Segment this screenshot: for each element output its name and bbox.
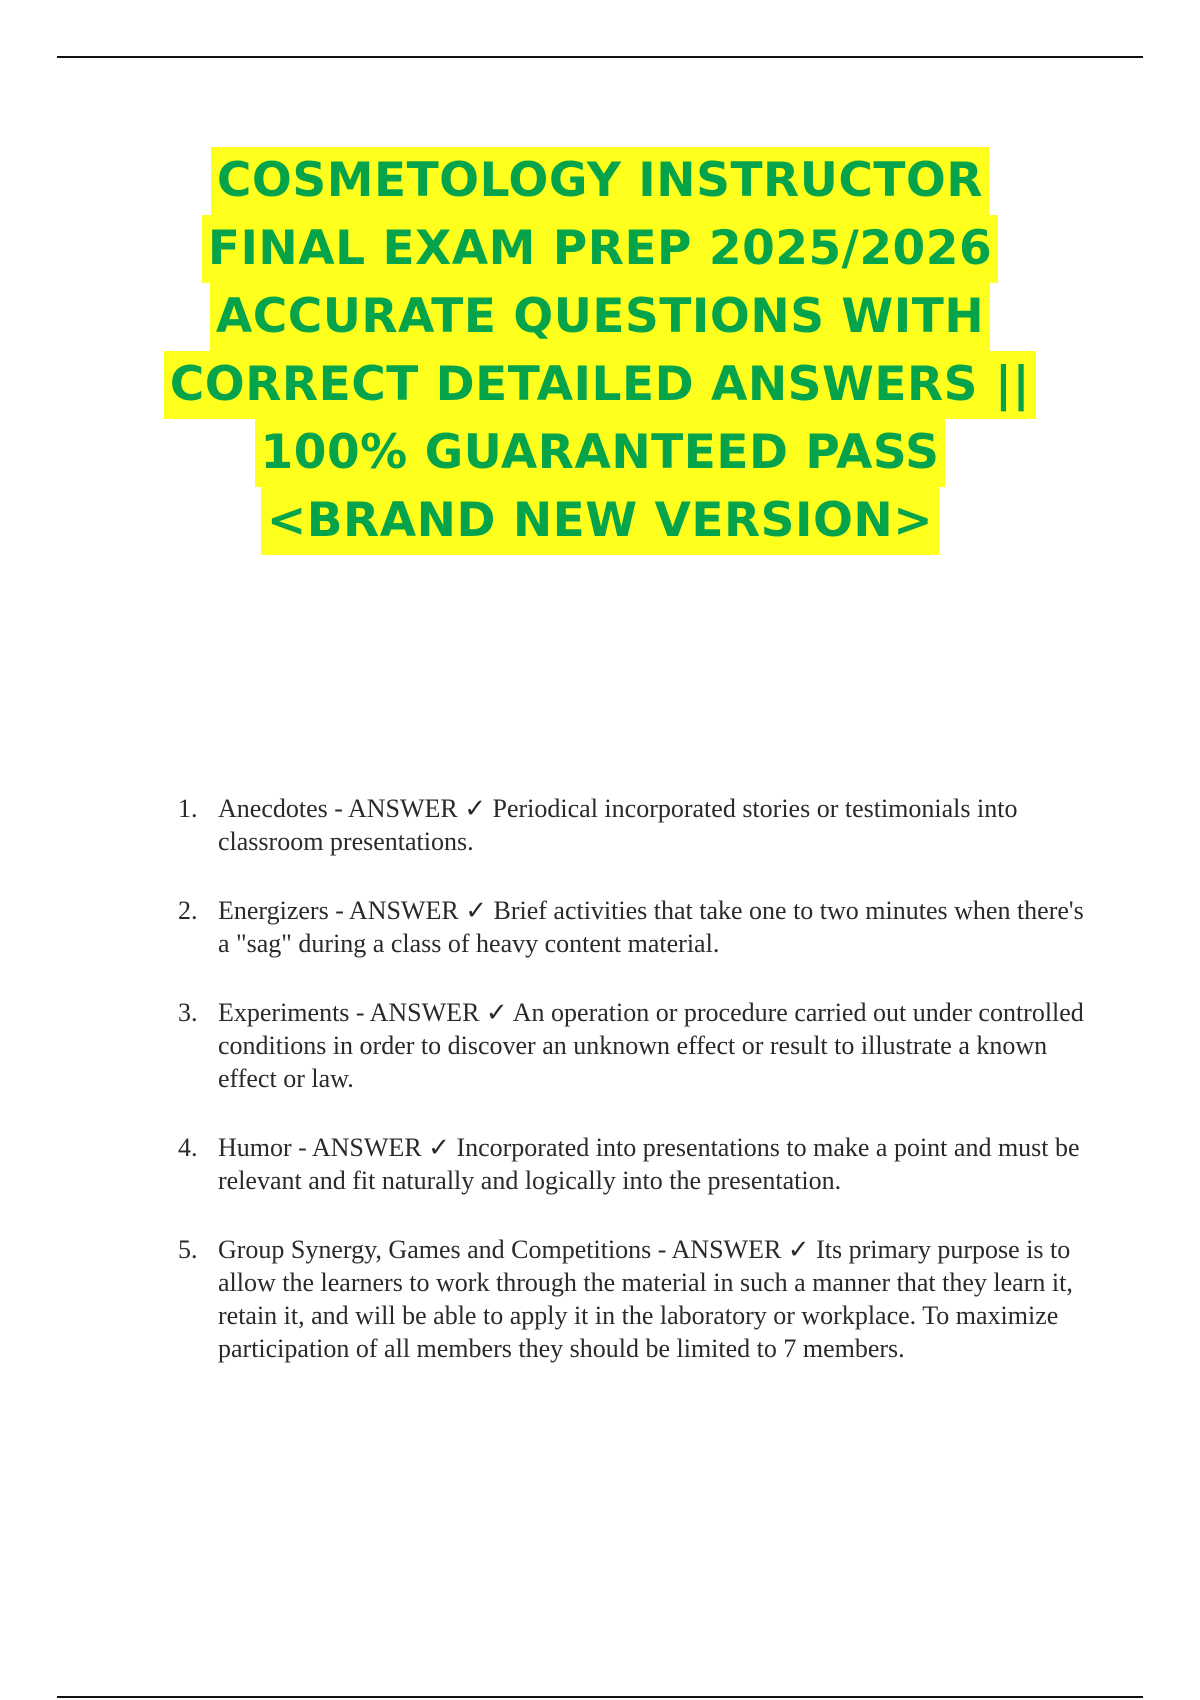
document-title: [0, 147, 1200, 555]
title-line: ACCURATE QUESTIONS WITH: [210, 283, 990, 351]
title-line: COSMETOLOGY INSTRUCTOR: [211, 147, 989, 215]
item-text: Humor - ANSWER ✓ Incorporated into presentations to make a point and must be relevant and fit naturally and logically into the presentation.: [218, 1133, 1080, 1195]
bottom-divider: [57, 1696, 1143, 1698]
item-text: Experiments - ANSWER ✓ An operation or procedure carried out under controlled conditions in order to discover an unknown effect or result to illustrate a known effect or law.: [218, 998, 1084, 1093]
item-number: 2.: [178, 896, 198, 925]
item-number: 1.: [178, 794, 198, 823]
list-item: [178, 894, 1098, 960]
title-line: 100% GUARANTEED PASS: [255, 419, 946, 487]
title-line: <BRAND NEW VERSION>: [261, 487, 939, 555]
question-answer-list: [178, 792, 1098, 1401]
item-number: 5.: [178, 1235, 198, 1264]
item-text: Energizers - ANSWER ✓ Brief activities that take one to two minutes when there's a "sag" during a class of heavy content material.: [218, 896, 1084, 958]
item-text: Anecdotes - ANSWER ✓ Periodical incorporated stories or testimonials into classroom presentations.: [218, 794, 1018, 856]
item-text: Group Synergy, Games and Competitions - ANSWER ✓ Its primary purpose is to allow the learners to work through the material in such a manner that they learn it, retain it, and will be able to apply it in the laboratory or workplace. To maximize participation of all members they should be limited to 7 members.: [218, 1235, 1073, 1363]
item-number: 3.: [178, 998, 198, 1027]
title-line: CORRECT DETAILED ANSWERS ||: [164, 351, 1036, 419]
list-item: [178, 792, 1098, 858]
list-item: [178, 1131, 1098, 1197]
top-divider: [57, 56, 1143, 58]
list-item: [178, 1233, 1098, 1365]
title-line: FINAL EXAM PREP 2025/2026: [202, 215, 998, 283]
item-number: 4.: [178, 1133, 198, 1162]
list-item: [178, 996, 1098, 1095]
